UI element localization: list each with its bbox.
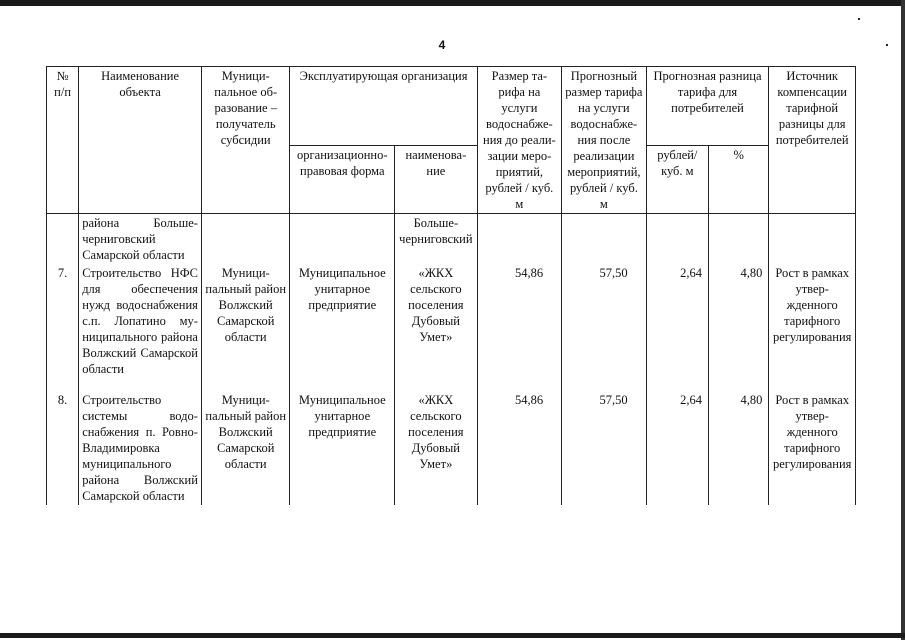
cell-tariff-after: 57,50 [562, 378, 647, 505]
header-operator-name: наименование [395, 145, 478, 213]
scan-speck [858, 18, 860, 20]
cell-source: Рост в рамках утвержденного тарифного регулирования [769, 378, 856, 505]
header-tariff-before: Размер тарифа на услуги водоснабжения до реализации мероприятий, рублей / куб. м [477, 67, 562, 214]
cell-tariff-before: 54,86 [477, 264, 562, 378]
table-row [47, 264, 856, 378]
cell-diff-pct: 4,80 [709, 378, 769, 505]
header-municipality: Муниципальное образование – получатель субсидии [201, 67, 290, 214]
scan-speck [886, 44, 888, 46]
cell-diff-pct: 4,80 [709, 264, 769, 378]
header-object: Наименование объекта [79, 67, 202, 214]
scan-top-border [0, 0, 905, 6]
cell-operator-name: «ЖКХ сельского поселения Дубовый Умет» [395, 264, 478, 378]
header-source: Источник компенсации тарифной разницы для потребителей [769, 67, 856, 214]
cell-object: района Большечерниговский Самарской области [79, 214, 202, 265]
cell-operator-name: Большечерниговский [395, 214, 478, 265]
cell-object: Строительство системы водоснабжения п. Ровно-Владимировка муниципального района Волжский Самарской области [79, 378, 202, 505]
cell-municipality: Муниципальный район Волжский Самарской области [201, 264, 290, 378]
cell-diff-rub: 2,64 [646, 378, 708, 505]
cell-tariff-after: 57,50 [562, 264, 647, 378]
header-operator: Эксплуатирующая организация [290, 67, 477, 146]
scan-bottom-border [0, 633, 905, 638]
table-row-continuation [47, 214, 856, 265]
cell-operator-form: Муниципальное унитарное предприятие [290, 264, 395, 378]
cell-tariff-before: 54,86 [477, 378, 562, 505]
header-operator-form: организационно-правовая форма [290, 145, 395, 213]
cell-diff-rub: 2,64 [646, 264, 708, 378]
cell-num: 8. [47, 378, 79, 505]
table-row [47, 378, 856, 505]
cell-operator-form: Муниципальное унитарное предприятие [290, 378, 395, 505]
cell-num: 7. [47, 264, 79, 378]
subsidy-table [46, 66, 856, 505]
page-number: 4 [438, 38, 446, 52]
header-num: № п/п [47, 67, 79, 214]
header-diff-pct: % [709, 145, 769, 213]
cell-object: Строительство НФС для обеспечения нужд водоснабжения с.п. Лопатино муниципального района Волжский Самарской области [79, 264, 202, 378]
cell-municipality: Муниципальный район Волжский Самарской области [201, 378, 290, 505]
header-diff: Прогнозная разница тарифа для потребителей [646, 67, 769, 146]
scan-right-border [901, 0, 905, 640]
cell-operator-name: «ЖКХ сельского поселения Дубовый Умет» [395, 378, 478, 505]
header-tariff-after: Прогнозный размер тарифа на услуги водоснабжения после реализации мероприятий, рублей / куб. м [562, 67, 647, 214]
header-diff-rub: рублей/ куб. м [646, 145, 708, 213]
cell-source: Рост в рамках утвержденного тарифного регулирования [769, 264, 856, 378]
